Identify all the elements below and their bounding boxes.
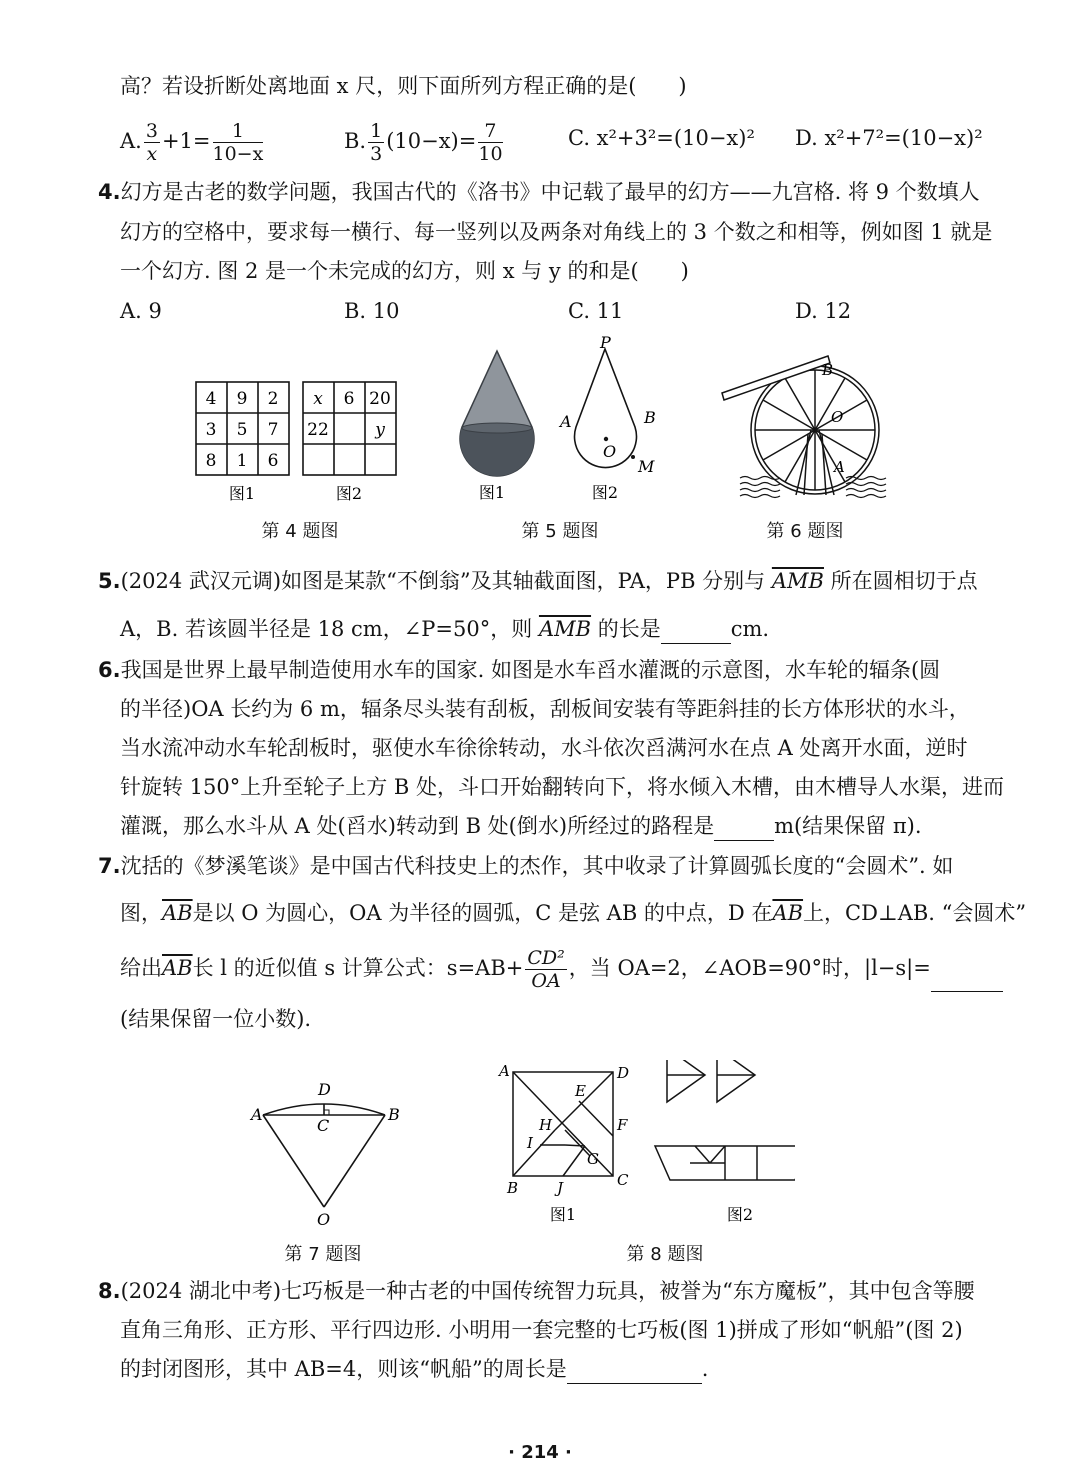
wooden-trough — [722, 356, 830, 400]
tumbler-figure — [450, 335, 680, 505]
q4-option-c: C. 11 — [568, 299, 624, 323]
label-c: C — [317, 1116, 330, 1135]
q6-figure-caption: 第 6 题图 — [766, 521, 844, 542]
label-b: B — [388, 1105, 400, 1124]
q7-line-1: 7.沈括的《梦溪笔谈》是中国古代科技史上的杰作，其中收录了计算圆弧长度的“会圆术”. 如 — [98, 854, 954, 878]
sailboat-fig2-caption: 图2 — [726, 1205, 754, 1224]
grid1-cell: 8 — [205, 451, 217, 471]
point-m — [631, 455, 635, 459]
label-p: P — [600, 335, 611, 352]
grid1-cell: 6 — [267, 451, 279, 471]
grid1-cell: 2 — [267, 389, 279, 409]
q7-figure-caption: 第 7 题图 — [284, 1244, 362, 1265]
arc-amb: $\overline{AMB}$ — [771, 569, 824, 593]
q4-line-2: 幻方的空格中，要求每一横行、每一竖列以及两条对角线上的 3 个数之和相等，例如图 1 就是 — [120, 220, 993, 244]
q3-option-a: A. $\frac{3}{x}$ +1= $\frac{1}{10-x}$ — [120, 120, 264, 165]
q6-line-1: 6.我国是世界上最早制造使用水车的国家. 如图是水车舀水灌溉的示意图，水车轮的辐条(圆 — [98, 658, 941, 682]
tumbler-fig1-caption: 图1 — [478, 483, 506, 502]
label-e: E — [575, 1082, 586, 1100]
label-j: J — [557, 1179, 564, 1197]
grid1-caption: 图1 — [228, 484, 256, 503]
q4-figure-caption: 第 4 题图 — [261, 521, 339, 542]
q8-number: 8. — [98, 1279, 121, 1303]
q3-stem: 高？若设折断处离地面 x 尺，则下面所列方程正确的是( ) — [120, 74, 687, 98]
answer-blank[interactable] — [931, 967, 1003, 992]
label-o: O — [603, 442, 617, 461]
label-f: F — [617, 1116, 628, 1134]
q4-option-a: A. 9 — [120, 299, 162, 323]
arc-ab: $\overline{AB}$ — [162, 901, 193, 925]
q6-line-2: 的半径)OA 长约为 6 m，辐条尽头装有刮板，刮板间安装有等距斜挂的长方体形状的水斗， — [120, 697, 970, 721]
q5-line-2: A，B. 若该圆半径是 18 cm，∠P=50°，则 $\overline{AMB}$ 的长是 cm. — [120, 614, 769, 644]
label-i: I — [527, 1134, 533, 1152]
label-a: A — [834, 458, 845, 476]
arc-ab: $\overline{AB}$ — [772, 901, 804, 925]
q8-figure-caption: 第 8 题图 — [626, 1244, 704, 1265]
q6-number: 6. — [98, 658, 121, 682]
grid2-cell: y — [375, 420, 385, 440]
q7-line-3: 给出$\overline{AB}$长 l 的近似值 s 计算公式：s=AB+ $\frac{\text{CD²}}{OA}$ ，当 OA=2，∠AOB=90°时，|l−s|= — [120, 947, 1003, 992]
page-number: · 214 · — [508, 1442, 572, 1463]
waterwheel — [751, 366, 879, 494]
tangram-fig1-caption: 图1 — [549, 1205, 577, 1224]
radius-ob — [324, 1115, 385, 1207]
answer-blank[interactable] — [567, 1359, 702, 1384]
q5-figure-caption: 第 5 题图 — [521, 521, 599, 542]
q5-line-1: 5.(2024 武汉元调)如图是某款“不倒翁”及其轴截面图，PA，PB 分别与 $\overline{AMB}$ 所在圆相切于点 — [98, 569, 978, 593]
label-m: M — [638, 457, 655, 476]
label-d: D — [318, 1080, 331, 1099]
grid1-cell: 3 — [205, 420, 217, 440]
label-g: G — [587, 1150, 599, 1168]
tumbler-fig2-caption: 图2 — [591, 483, 619, 502]
grid2-cell: 6 — [343, 389, 355, 409]
label-a: A — [499, 1062, 510, 1080]
answer-blank[interactable] — [661, 619, 731, 644]
label-d: D — [617, 1064, 630, 1082]
label-h: H — [539, 1116, 553, 1134]
label-a: A — [560, 412, 572, 431]
q3-option-b: B. $\frac{1}{3}$ (10−x)= $\frac{7}{10}$ — [344, 120, 503, 165]
q7-number: 7. — [98, 854, 121, 878]
grid1-cell: 7 — [267, 420, 279, 440]
grid1-cell: 9 — [236, 389, 248, 409]
label-o: O — [317, 1210, 331, 1229]
sailboat-shape — [655, 1060, 795, 1180]
q4-option-d: D. 12 — [795, 299, 852, 323]
q7-line-4: (结果保留一位小数). — [120, 1007, 312, 1031]
q8-line-2: 直角三角形、正方形、平行四边形. 小明用一套完整的七巧板(图 1)拼成了形如“帆船”(图 2) — [120, 1318, 963, 1342]
tumbler-solid — [450, 351, 550, 487]
grid1-cell: 1 — [236, 451, 248, 471]
label-a: A — [251, 1105, 263, 1124]
grid2-cell: 22 — [307, 420, 329, 440]
answer-blank[interactable] — [714, 816, 774, 841]
q3-option-c: C. x²+3²=(10−x)² — [568, 126, 755, 150]
q8-line-1: 8.(2024 湖北中考)七巧板是一种古老的中国传统智力玩具，被誉为“东方魔板”，其中包含等腰 — [98, 1279, 975, 1303]
q4-line-1: 4.幻方是古老的数学问题，我国古代的《洛书》中记载了最早的幻方——九宫格. 将 9 个数填人 — [98, 180, 980, 204]
waterwheel-figure — [718, 350, 898, 510]
q3-option-d: D. x²+7²=(10−x)² — [795, 126, 983, 150]
arc-sector-figure — [245, 1075, 405, 1230]
q8-line-3: 的封闭图形，其中 AB=4，则该“帆船”的周长是 . — [120, 1354, 708, 1384]
grid1-cell: 4 — [205, 389, 217, 409]
q6-line-3: 当水流冲动水车轮刮板时，驱使水车徐徐转动，水斗依次舀满河水在点 A 处离开水面，逆时 — [120, 736, 968, 760]
label-o: O — [831, 408, 844, 426]
magic-square-figure — [190, 378, 400, 508]
q6-line-4: 针旋转 150°上升至轮子上方 B 处，斗口开始翻转向下，将水倾入木槽，由木槽导人水渠，进而 — [120, 775, 1005, 799]
label-b: B — [822, 361, 834, 379]
label-b: B — [507, 1179, 519, 1197]
q6-line-5: 灌溉，那么水斗从 A 处(舀水)转动到 B 处(倒水)所经过的路程是 m(结果保留 π). — [120, 811, 922, 841]
radius-oa — [263, 1115, 324, 1207]
grid1-cell: 5 — [236, 420, 248, 440]
q4-option-b: B. 10 — [344, 299, 400, 323]
label-b: B — [644, 408, 656, 427]
q4-number: 4. — [98, 180, 121, 204]
q7-line-2: 图，$\overline{AB}$是以 O 为圆心，OA 为半径的圆弧，C 是弦 AB 的中点，D 在$\overline{AB}$上，CD⊥AB. “会圆术” — [120, 901, 1027, 925]
arc-ab: $\overline{AB}$ — [162, 956, 193, 980]
label-c: C — [617, 1171, 629, 1189]
center-point — [604, 437, 608, 441]
grid2-cell: 20 — [369, 389, 391, 409]
q5-number: 5. — [98, 569, 121, 593]
grid2-cell: x — [313, 389, 323, 409]
tangram-figure — [495, 1060, 795, 1230]
q4-line-3: 一个幻方. 图 2 是一个未完成的幻方，则 x 与 y 的和是( ) — [120, 259, 689, 283]
grid2-caption: 图2 — [335, 484, 363, 503]
arc-amb: $\overline{AMB}$ — [538, 617, 592, 641]
